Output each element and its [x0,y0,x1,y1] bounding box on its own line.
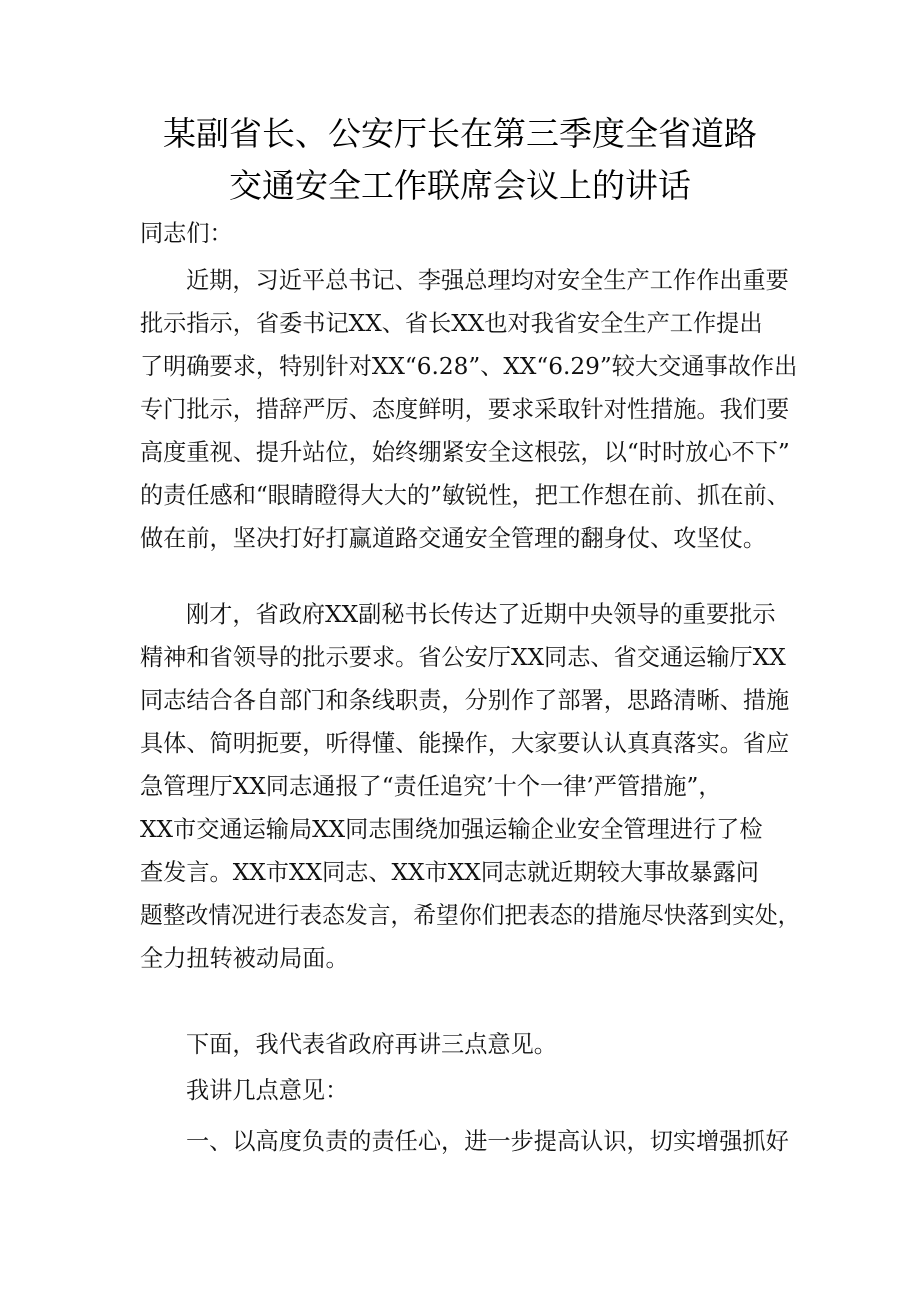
document-title-line-2 [0,166,920,206]
title-text: 某副省长、公安厅长在第三季度全省道路 [163,114,757,153]
body-line: 同志结合各自部门和条线职责，分别作了部署，思路清晰、措施 [140,687,790,714]
body-line: 我讲几点意见： [186,1077,349,1104]
body-line: 近期，习近平总书记、李强总理均对安全生产工作作出重要 [186,267,789,294]
body-line: 精神和省领导的批示要求。省公安厅XX同志、省交通运输厅XX [140,644,786,671]
title-text: 交通安全工作联席会议上的讲话 [229,166,691,205]
body-line: 高度重视、提升站位，始终绷紧安全这根弦，以“时时放心不下” [140,439,790,466]
body-line: 具体、简明扼要，听得懂、能操作，大家要认认真真落实。省应 [140,730,790,757]
body-line: 急管理厅XX同志通报了“责任追究’十个一律’严管措施”， [140,773,722,800]
body-line: 一、以高度负责的责任心，进一步提高认识，切实增强抓好 [186,1128,789,1155]
body-line: 刚才，省政府XX副秘书长传达了近期中央领导的重要批示 [186,601,776,628]
salutation: 同志们： [140,220,233,247]
document-title-line-1 [0,114,920,154]
body-line: 做在前，坚决打好打赢道路交通安全管理的翻身仗、攻坚仗。 [140,525,767,552]
body-line: 的责任感和“眼睛瞪得大大的”敏锐性，把工作想在前、抓在前、 [140,482,790,509]
body-line: 下面，我代表省政府再讲三点意见。 [186,1031,557,1058]
body-line: 全力扭转被动局面。 [140,945,349,972]
body-line: 批示指示，省委书记XX、省长XX也对我省安全生产工作提出 [140,310,763,337]
body-line: 专门批示，措辞严厉、态度鲜明，要求采取针对性措施。我们要 [140,396,790,423]
body-line: XX市交通运输局XX同志围绕加强运输企业安全管理进行了检 [140,816,763,843]
body-line: 查发言。XX市XX同志、XX市XX同志就近期较大事故暴露问 [140,859,759,886]
body-line: 题整改情况进行表态发言，希望你们把表态的措施尽快落到实处， [140,902,801,929]
body-line: 了明确要求，特别针对XX“6.28”、XX“6.29”较大交通事故作出 [140,353,798,380]
